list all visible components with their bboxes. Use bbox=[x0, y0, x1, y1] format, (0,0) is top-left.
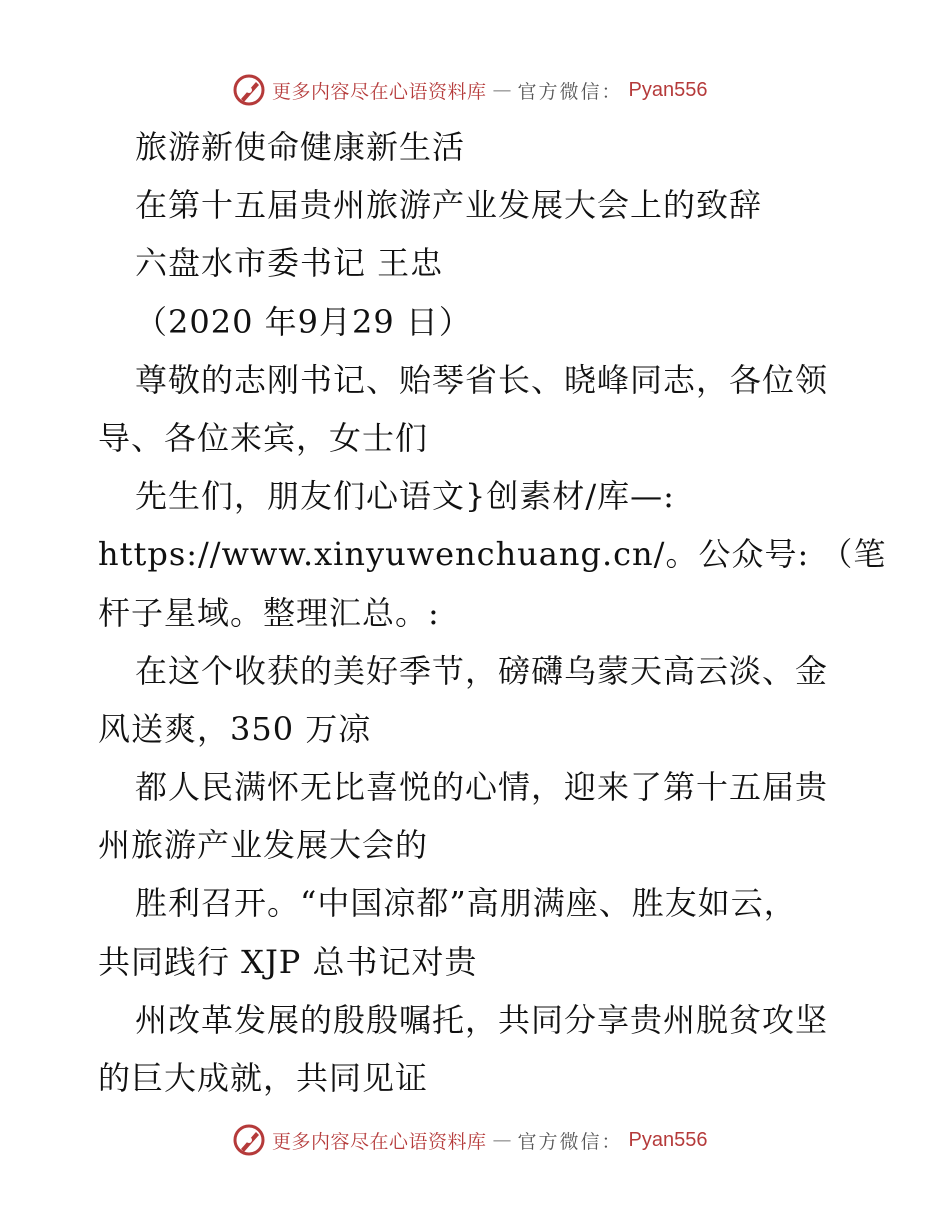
text-line: 共同践行 XJP 总书记对贵 bbox=[98, 942, 478, 981]
watermark-wechat-label: 官方微信： bbox=[517, 80, 623, 103]
watermark-banner-bottom bbox=[232, 1120, 708, 1160]
pen-logo-icon bbox=[232, 1123, 266, 1157]
text-line: 尊敬的志刚书记、贻琴省长、晓峰同志，各位领 bbox=[135, 360, 829, 399]
text-line: https://www.xinyuwenchuang.cn/。公众号: （笔 bbox=[98, 535, 887, 574]
text-line: 风送爽，350 万凉 bbox=[98, 709, 372, 748]
watermark-wechat-label: 官方微信： bbox=[517, 1130, 623, 1153]
text-line: 都人民满怀无比喜悦的心情，迎来了第十五届贵 bbox=[135, 768, 829, 807]
text-line: 州改革发展的殷殷嘱托，共同分享贵州脱贫攻坚 bbox=[135, 1000, 829, 1039]
text-line: 杆子星域。整理汇总。: bbox=[98, 593, 440, 632]
pen-logo-icon bbox=[232, 73, 266, 107]
text-line: 先生们，朋友们心语文}创素材/库—: bbox=[135, 477, 675, 516]
text-line: 在这个收获的美好季节，磅礴乌蒙天高云淡、金 bbox=[135, 651, 829, 690]
document-author: 六盘水市委书记 王忠 bbox=[135, 244, 444, 283]
text-line: 的巨大成就，共同见证 bbox=[98, 1059, 429, 1097]
watermark-banner-top bbox=[232, 70, 708, 110]
watermark-wechat-id: Pyan556 bbox=[628, 78, 708, 101]
document-subtitle: 在第十五届贵州旅游产业发展大会上的致辞 bbox=[135, 186, 763, 225]
text-line: 胜利召开。“中国凉都”高朋满座、胜友如云， bbox=[135, 884, 797, 923]
watermark-main-text: 更多内容尽在心语资料库 bbox=[272, 1130, 487, 1153]
text-line: 导、各位来宾，女士们 bbox=[98, 418, 429, 457]
watermark-wechat-id: Pyan556 bbox=[628, 1128, 708, 1151]
watermark-separator: — bbox=[492, 1129, 512, 1151]
document-body bbox=[98, 118, 887, 1107]
watermark-main-text: 更多内容尽在心语资料库 bbox=[272, 80, 487, 103]
document-date: （2020 年9月29 日） bbox=[135, 302, 472, 341]
document-title: 旅游新使命健康新生活 bbox=[135, 128, 466, 166]
text-line: 州旅游产业发展大会的 bbox=[98, 826, 429, 865]
watermark-separator: — bbox=[492, 79, 512, 101]
